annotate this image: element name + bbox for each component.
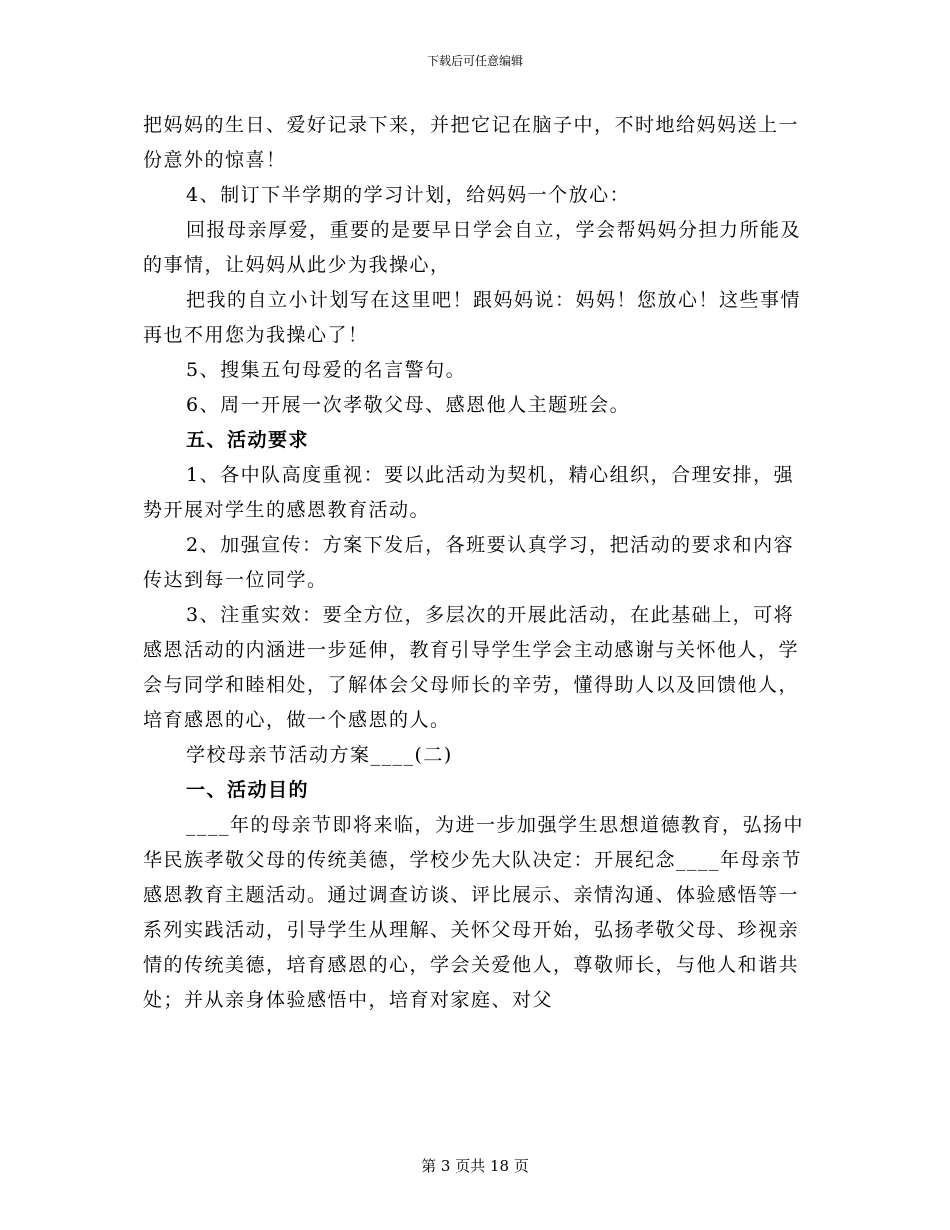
page-number: 第 3 页共 18 页: [421, 1157, 529, 1175]
section-heading: 五、活动要求: [186, 429, 310, 451]
paragraph: 6、周一开展一次孝敬父母、感恩他人主题班会。: [186, 394, 631, 416]
paragraph: 把妈妈的生日、爱好记录下来，并把它记在脑子中，不时地给妈妈送上一份意外的惊喜！: [143, 114, 800, 171]
document-body: [143, 108, 808, 1018]
document-subtitle: 学校母亲节活动方案____(二): [186, 744, 453, 766]
section-heading: 一、活动目的: [186, 779, 310, 801]
paragraph: 1、各中队高度重视：要以此活动为契机，精心组织，合理安排，强势开展对学生的感恩教育活动。: [143, 464, 795, 521]
paragraph: 4、制订下半学期的学习计划，给妈妈一个放心：: [186, 184, 631, 206]
paragraph: 把我的自立小计划写在这里吧！跟妈妈说：妈妈！您放心！这些事情再也不用您为我操心了！: [143, 289, 802, 346]
page-header: 下载后可任意编辑: [426, 54, 523, 68]
paragraph: 5、搜集五句母爱的名言警句。: [186, 359, 467, 381]
paragraph: 回报母亲厚爱，重要的是要早日学会自立，学会帮妈妈分担力所能及的事情，让妈妈从此少为我操心，: [143, 219, 802, 276]
paragraph: 2、加强宣传：方案下发后，各班要认真学习，把活动的要求和内容传达到每一位同学。: [143, 534, 795, 591]
paragraph: 3、注重实效：要全方位，多层次的开展此活动，在此基础上，可将感恩活动的内涵进一步延伸，教育引导学生学会主动感谢与关怀他人，学会与同学和睦相处，了解体会父母师长的辛劳，懂得助人以及回馈他人，培育感恩的心，做一个感恩的人。: [143, 604, 800, 731]
paragraph: ____年的母亲节即将来临，为进一步加强学生思想道德教育，弘扬中华民族孝敬父母的传统美德，学校少先大队决定：开展纪念____年母亲节感恩教育主题活动。通过调查访谈、评比展示、亲情沟通、体验感悟等一系列实践活动，引导学生从理解、关怀父母开始，弘扬孝敬父母、珍视亲情的传统美德，培育感恩的心，学会关爱他人，尊敬师长，与他人和谐共处；并从亲身体验感悟中，培育对家庭、对父: [143, 814, 805, 1011]
